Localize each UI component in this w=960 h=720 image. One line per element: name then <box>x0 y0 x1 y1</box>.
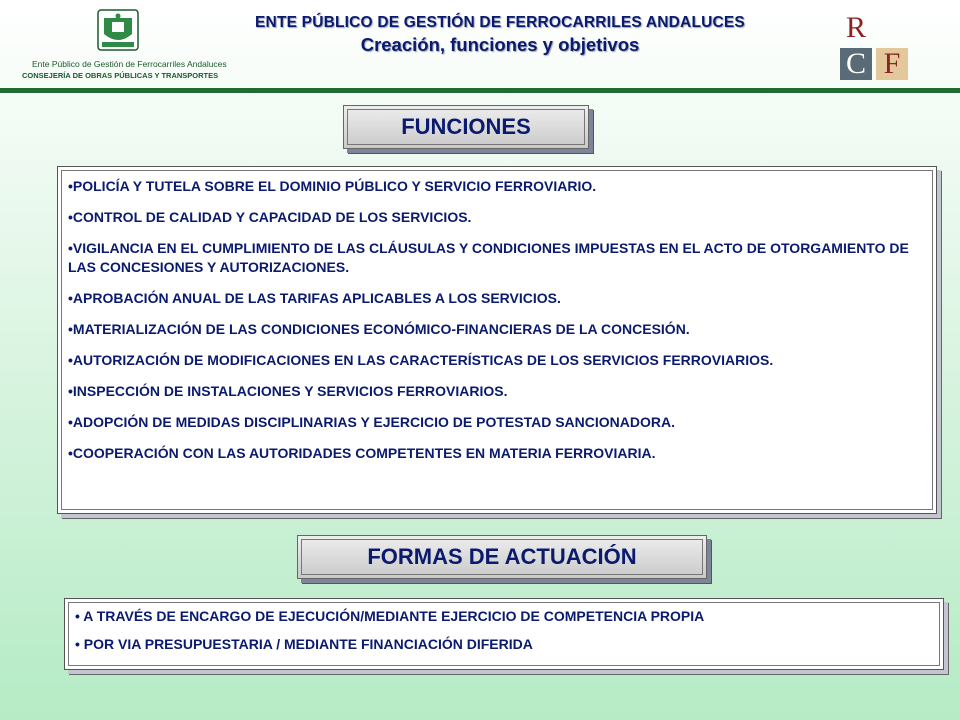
rcf-logo <box>838 12 914 84</box>
formas-heading <box>297 535 707 579</box>
header-divider <box>0 88 960 93</box>
logo-entity-name: Ente Público de Gestión de Ferrocarriles Andaluces <box>32 59 227 69</box>
logo-ministry-name: CONSEJERÍA DE OBRAS PÚBLICAS Y TRANSPORTES <box>22 71 219 80</box>
page-title: ENTE PÚBLICO DE GESTIÓN DE FERROCARRILES ANDALUCES <box>255 14 745 31</box>
formas-heading-frame <box>301 539 703 575</box>
list-item: •VIGILANCIA EN EL CUMPLIMIENTO DE LAS CLÁUSULAS Y CONDICIONES IMPUESTAS EN EL ACTO DE OTORGAMIENTO DE LAS CONCESIONES Y AUTORIZACIONES. <box>68 240 909 275</box>
rcf-logo-c: C <box>840 48 872 80</box>
list-item: •ADOPCIÓN DE MEDIDAS DISCIPLINARIAS Y EJERCICIO DE POTESTAD SANCIONADORA. <box>68 414 675 430</box>
formas-heading-text: FORMAS DE ACTUACIÓN <box>367 544 637 569</box>
page-subtitle: Creación, funciones y objetivos <box>360 34 640 55</box>
list-item: • A TRAVÉS DE ENCARGO DE EJECUCIÓN/MEDIANTE EJERCICIO DE COMPETENCIA PROPIA <box>75 608 705 624</box>
list-item: •INSPECCIÓN DE INSTALACIONES Y SERVICIOS FERROVIARIOS. <box>68 383 508 399</box>
list-item: • POR VIA PRESUPUESTARIA / MEDIANTE FINANCIACIÓN DIFERIDA <box>75 636 533 652</box>
rcf-logo-f: F <box>876 48 908 80</box>
funciones-heading-text: FUNCIONES <box>401 114 531 139</box>
list-item: •COOPERACIÓN CON LAS AUTORIDADES COMPETENTES EN MATERIA FERROVIARIA. <box>68 445 656 461</box>
coat-of-arms-icon <box>90 8 146 56</box>
formas-list <box>75 607 931 663</box>
list-item: •MATERIALIZACIÓN DE LAS CONDICIONES ECONÓMICO-FINANCIERAS DE LA CONCESIÓN. <box>68 321 690 337</box>
funciones-panel <box>57 166 937 514</box>
funciones-heading-frame <box>347 109 585 145</box>
rcf-logo-r: R <box>845 11 866 44</box>
list-item: •POLICÍA Y TUTELA SOBRE EL DOMINIO PÚBLICO Y SERVICIO FERROVIARIO. <box>68 178 597 194</box>
header-title-block <box>150 14 850 56</box>
list-item: •APROBACIÓN ANUAL DE LAS TARIFAS APLICABLES A LOS SERVICIOS. <box>68 290 561 306</box>
funciones-list <box>68 177 924 475</box>
formas-panel <box>64 598 944 670</box>
list-item: •AUTORIZACIÓN DE MODIFICACIONES EN LAS CARACTERÍSTICAS DE LOS SERVICIOS FERROVIARIOS. <box>68 352 774 368</box>
list-item: •CONTROL DE CALIDAD Y CAPACIDAD DE LOS SERVICIOS. <box>68 209 472 225</box>
funciones-heading <box>343 105 589 149</box>
